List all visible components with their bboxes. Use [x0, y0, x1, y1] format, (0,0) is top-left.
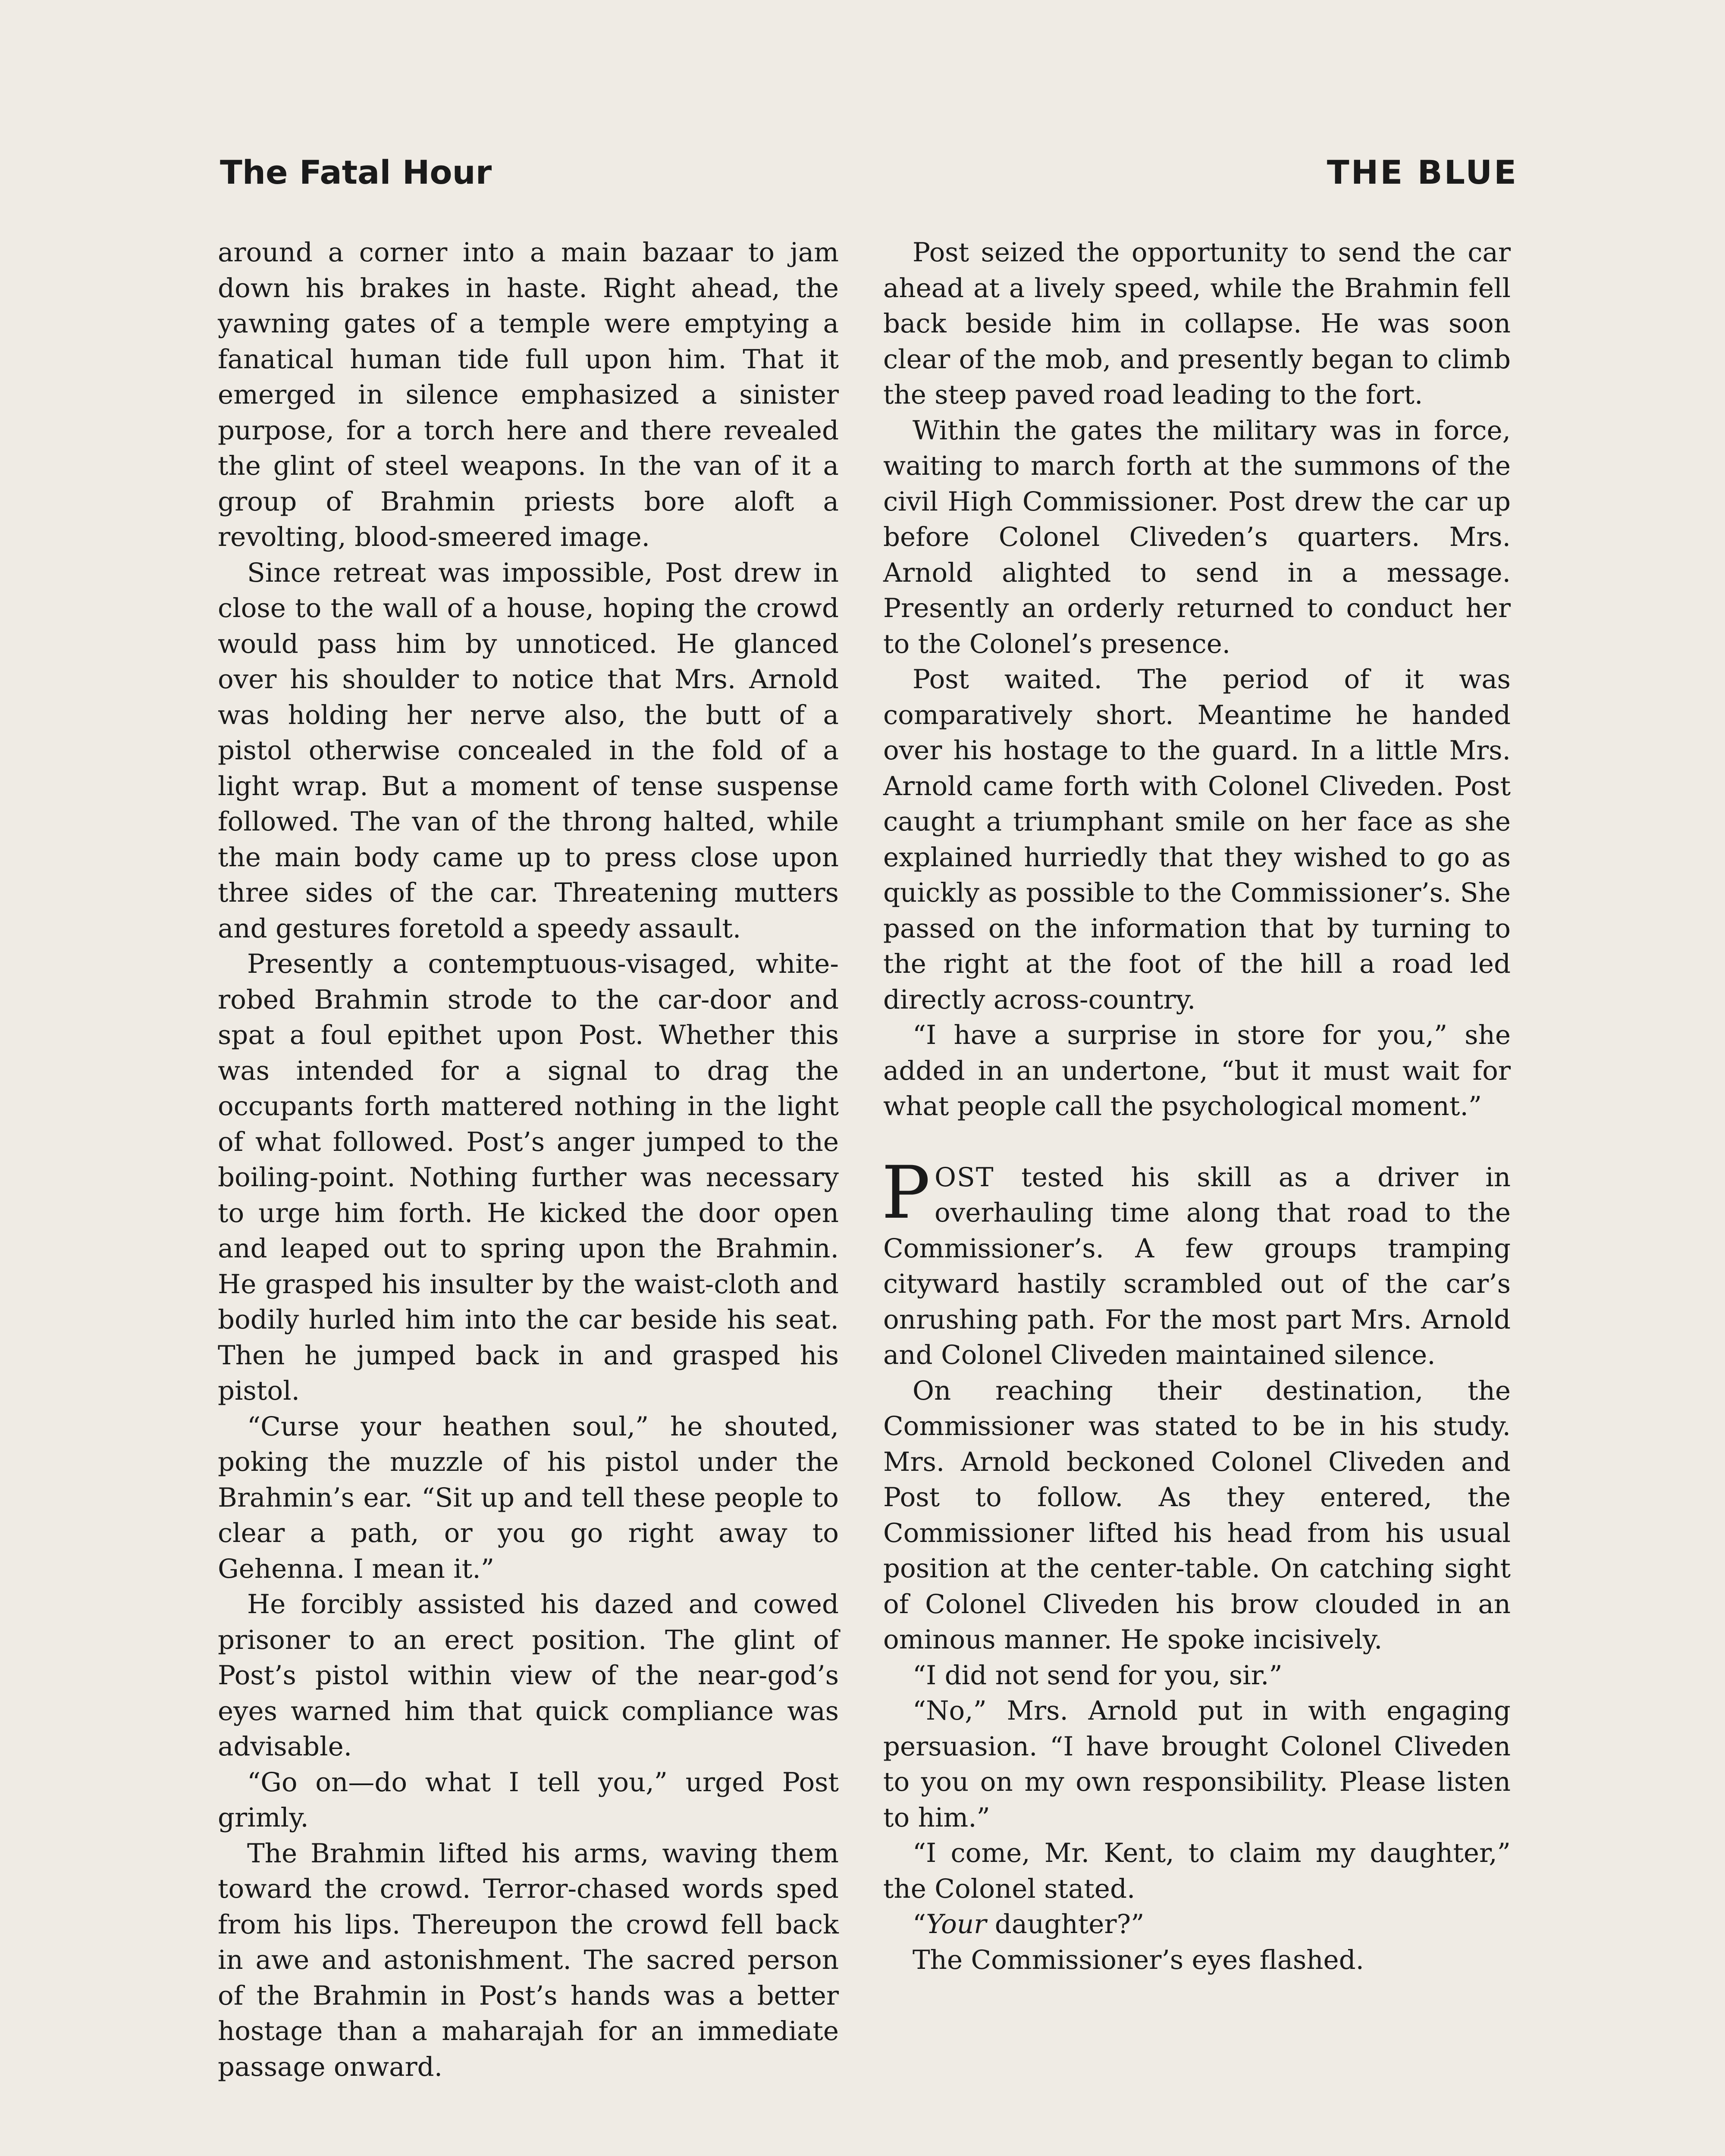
emphasis-your: Your: [926, 1909, 987, 1940]
section-text: tested his skill as a driver in overhauling time along that road to the Commissioner’s. A few groups tramping cityward hastily scrambled out of the car’s onrushing path. For the most part Mrs. Arnold and Colonel Cliveden maintained silence.: [883, 1162, 1511, 1370]
paragraph: “I come, Mr. Kent, to claim my daughter,” the Colonel stated.: [883, 1838, 1511, 1904]
paragraph: “I did not send for you, sir.”: [913, 1660, 1283, 1691]
paragraph: around a corner into a main bazaar to jam down his brakes in haste. Right ahead, the yawning gates of a temple were emptying a fanatical human tide full upon him. That it emerged in silence emphasized a sinister purpose, for a torch here and there revealed the glint of steel weapons. In the van of it a group of Brahmin priests bore aloft a revolting, blood-smeered image.: [218, 237, 839, 552]
paragraph: On reaching their destination, the Commissioner was stated to be in his study. Mrs. Arnold beckoned Colonel Cliveden and Post to follow. As they entered, the Commissioner lifted his head from his usual position at the center-table. On catching sight of Colonel Cliveden his brow clouded in an ominous manner. He spoke incisively.: [883, 1375, 1511, 1655]
paragraph: Post waited. The period of it was comparatively short. Meantime he handed over his hostage to the guard. In a little Mrs. Arnold came forth with Colonel Cliveden. Post caught a triumphant smile on her face as she explained hurriedly that they wished to go as quickly as possible to the Commissioner’s. She passed on the information that by turning to the right at the foot of the hill a road led directly across-country.: [883, 664, 1511, 1015]
quote-open: “: [913, 1909, 926, 1940]
left-column: [218, 235, 839, 2085]
paragraph: Within the gates the military was in force, waiting to march forth at the summons of the civil High Commissioner. Post drew the car up before Colonel Cliveden’s quarters. Mrs. Arnold alighted to send in a message. Presently an orderly returned to conduct her to the Colonel’s presence.: [883, 415, 1511, 659]
quote-rest: daughter?”: [986, 1909, 1145, 1940]
paragraph: Post seized the opportunity to send the car ahead at a lively speed, while the Brahmin fell back beside him in collapse. He was soon clear of the mob, and presently began to climb the steep paved road leading to the fort.: [883, 237, 1511, 410]
paragraph: “No,” Mrs. Arnold put in with engaging persuasion. “I have brought Colonel Cliveden to you on my own responsibility. Please listen to him.”: [883, 1695, 1511, 1833]
running-header: [220, 149, 1518, 196]
paragraph: The Commissioner’s eyes flashed.: [913, 1944, 1364, 1975]
magazine-title: THE BLUE: [1327, 153, 1518, 191]
paragraph: “Go on—do what I tell you,” urged Post grimly.: [218, 1767, 839, 1833]
paragraph: [883, 1907, 1511, 1943]
paragraph: “Curse your heathen soul,” he shouted, poking the muzzle of his pistol under the Brahmin’s ear. “Sit up and tell these people to clear a path, or you go right away to Gehenna. I mean it.”: [218, 1411, 839, 1584]
drop-cap-letter: P: [881, 1150, 931, 1235]
story-title: The Fatal Hour: [220, 153, 492, 191]
right-column: [883, 235, 1511, 1978]
section-paragraph: [881, 1150, 1511, 1373]
paragraph: Since retreat was impossible, Post drew in close to the wall of a house, hoping the crowd would pass him by unnoticed. He glanced over his shoulder to notice that Mrs. Arnold was holding her nerve also, the butt of a pistol otherwise concealed in the fold of a light wrap. But a moment of tense suspense followed. The van of the throng halted, while the main body came up to press close upon three sides of the car. Threatening mutters and gestures foretold a speedy assault.: [218, 557, 839, 944]
paragraph: Presently a contemptuous-visaged, white-robed Brahmin strode to the car-door and spat a foul epithet upon Post. Whether this was intended for a signal to drag the occupants forth mattered nothing in the light of what followed. Post’s anger jumped to the boiling-point. Nothing further was necessary to urge him forth. He kicked the door open and leaped out to spring upon the Brahmin. He grasped his insulter by the waist-cloth and bodily hurled him into the car beside his seat. Then he jumped back in and grasped his pistol.: [218, 949, 839, 1406]
paragraph: He forcibly assisted his dazed and cowed prisoner to an erect position. The glint of Post’s pistol within view of the near-god’s eyes warned him that quick compliance was advisable.: [218, 1589, 839, 1762]
paragraph: “I have a surprise in store for you,” she added in an undertone, “but it must wait for what people call the psychological moment.”: [883, 1020, 1511, 1122]
paragraph: The Brahmin lifted his arms, waving them toward the crowd. Terror-chased words sped from his lips. Thereupon the crowd fell back in awe and astonishment. The sacred person of the Brahmin in Post’s hands was a better hostage than a maharajah for an immediate passage onward.: [218, 1838, 839, 2082]
small-caps-lead: OST: [935, 1162, 994, 1193]
